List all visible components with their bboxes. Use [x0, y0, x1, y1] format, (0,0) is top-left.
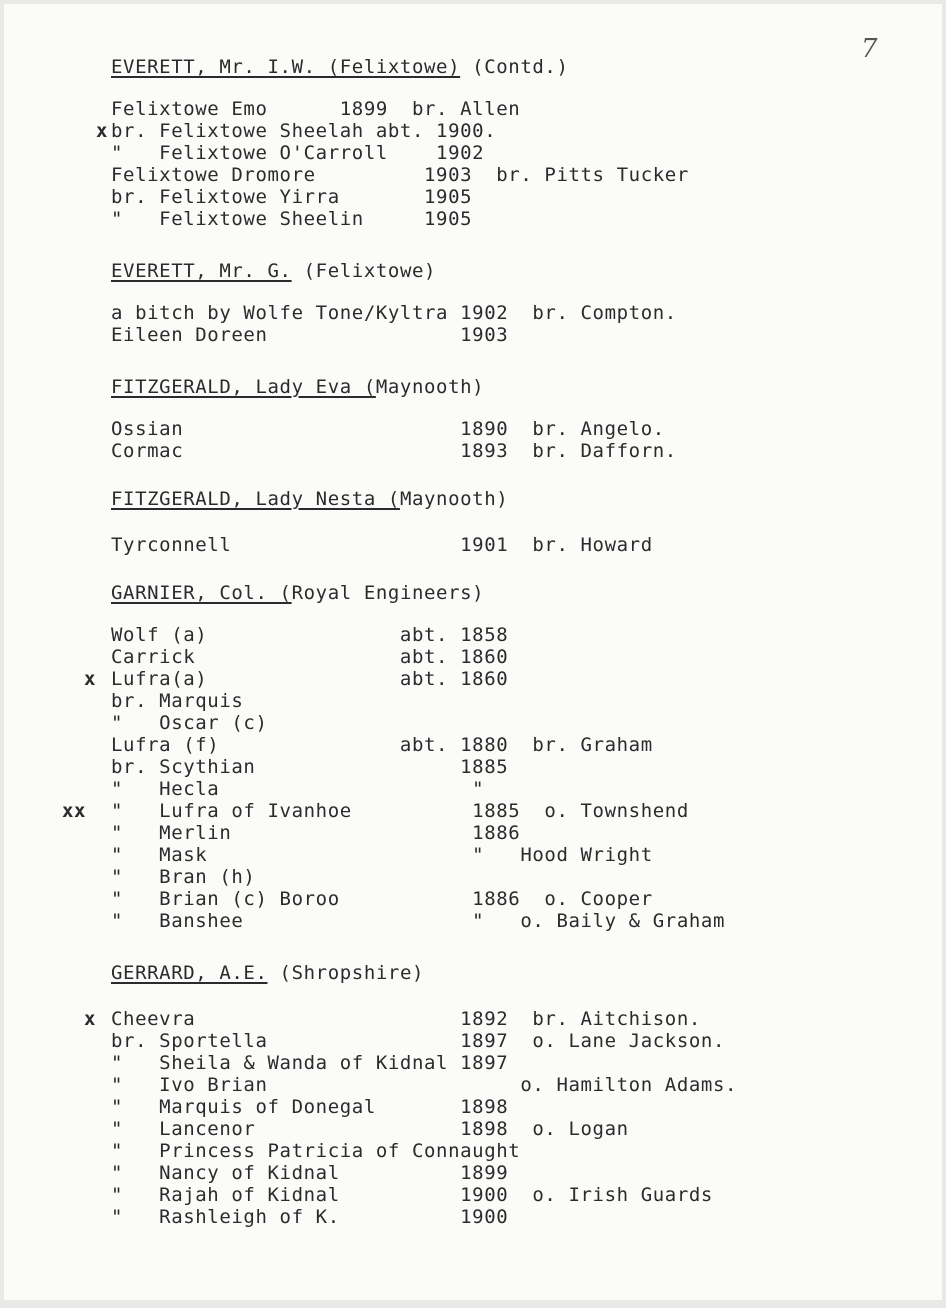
entry-line: " Ivo Brian o. Hamilton Adams.	[111, 1074, 738, 1096]
heading-underlined: EVERETT, Mr. I.W. (Felixtowe)	[111, 56, 461, 78]
entry-line: br. Felixtowe Yirra 1905	[111, 186, 473, 208]
heading-underlined: EVERETT, Mr. G.	[111, 260, 292, 282]
margin-mark: x	[96, 120, 109, 142]
margin-mark: xx	[62, 800, 87, 822]
entry-line: br. Marquis	[111, 690, 244, 712]
section-heading-garnier	[111, 582, 484, 604]
entry-line: " Princess Patricia of Connaught	[111, 1140, 521, 1162]
entry-line: br. Felixtowe Sheelah abt. 1900.	[111, 120, 497, 142]
entry-line: Wolf (a) abt. 1858	[111, 624, 509, 646]
margin-mark: x	[84, 668, 97, 690]
entry-line: " Nancy of Kidnal 1899	[111, 1162, 509, 1184]
entry-line: " Bran (h)	[111, 866, 256, 888]
entry-line: Felixtowe Dromore 1903 br. Pitts Tucker	[111, 164, 689, 186]
entry-line: a bitch by Wolfe Tone/Kyltra 1902 br. Compton.	[111, 302, 677, 324]
entry-line: " Marquis of Donegal 1898	[111, 1096, 509, 1118]
heading-rest: Maynooth)	[375, 376, 485, 398]
heading-rest: (Shropshire)	[267, 962, 425, 984]
entry-line: " Felixtowe Sheelin 1905	[111, 208, 473, 230]
section-heading-everett-g	[111, 260, 436, 282]
section-heading-gerrard	[111, 962, 424, 984]
entry-line: Ossian 1890 br. Angelo.	[111, 418, 665, 440]
section-heading-everett-iw	[111, 56, 569, 78]
entry-line: " Rashleigh of K. 1900	[111, 1206, 509, 1228]
heading-rest: Maynooth)	[399, 488, 509, 510]
entry-line: " Rajah of Kidnal 1900 o. Irish Guards	[111, 1184, 713, 1206]
entry-line: " Banshee " o. Baily & Graham	[111, 910, 725, 932]
heading-rest: Royal Engineers)	[291, 582, 485, 604]
entry-line: Felixtowe Emo 1899 br. Allen	[111, 98, 521, 120]
entry-line: " Hecla "	[111, 778, 485, 800]
entry-line: Carrick abt. 1860	[111, 646, 509, 668]
margin-mark: x	[84, 1008, 97, 1030]
entry-line: " Lufra of Ivanhoe 1885 o. Townshend	[111, 800, 689, 822]
entry-line: Lufra(a) abt. 1860	[111, 668, 509, 690]
entry-line: " Merlin 1886	[111, 822, 521, 844]
section-heading-fitzgerald-eva	[111, 376, 484, 398]
heading-rest: (Felixtowe)	[291, 260, 437, 282]
heading-underlined: GERRARD, A.E.	[111, 962, 268, 984]
heading-underlined: GARNIER, Col. (	[111, 582, 292, 604]
entry-line: br. Sportella 1897 o. Lane Jackson.	[111, 1030, 725, 1052]
entry-line: " Felixtowe O'Carroll 1902	[111, 142, 485, 164]
entry-line: Cheevra 1892 br. Aitchison.	[111, 1008, 701, 1030]
entry-line: " Lancenor 1898 o. Logan	[111, 1118, 629, 1140]
entry-line: Eileen Doreen 1903	[111, 324, 509, 346]
heading-underlined: FITZGERALD, Lady Nesta (	[111, 488, 400, 510]
entry-line: " Brian (c) Boroo 1886 o. Cooper	[111, 888, 653, 910]
entry-line: " Sheila & Wanda of Kidnal 1897	[111, 1052, 509, 1074]
entry-line: " Mask " Hood Wright	[111, 844, 653, 866]
entry-line: br. Scythian 1885	[111, 756, 509, 778]
entry-line: Tyrconnell 1901 br. Howard	[111, 534, 653, 556]
document-page	[4, 4, 942, 1300]
heading-rest: (Contd.)	[460, 56, 569, 78]
entry-line: Cormac 1893 br. Dafforn.	[111, 440, 677, 462]
section-heading-fitzgerald-nesta	[111, 488, 508, 510]
entry-line: " Oscar (c)	[111, 712, 268, 734]
heading-underlined: FITZGERALD, Lady Eva (	[111, 376, 376, 398]
entry-line: Lufra (f) abt. 1880 br. Graham	[111, 734, 653, 756]
page-number: 7	[861, 34, 879, 64]
